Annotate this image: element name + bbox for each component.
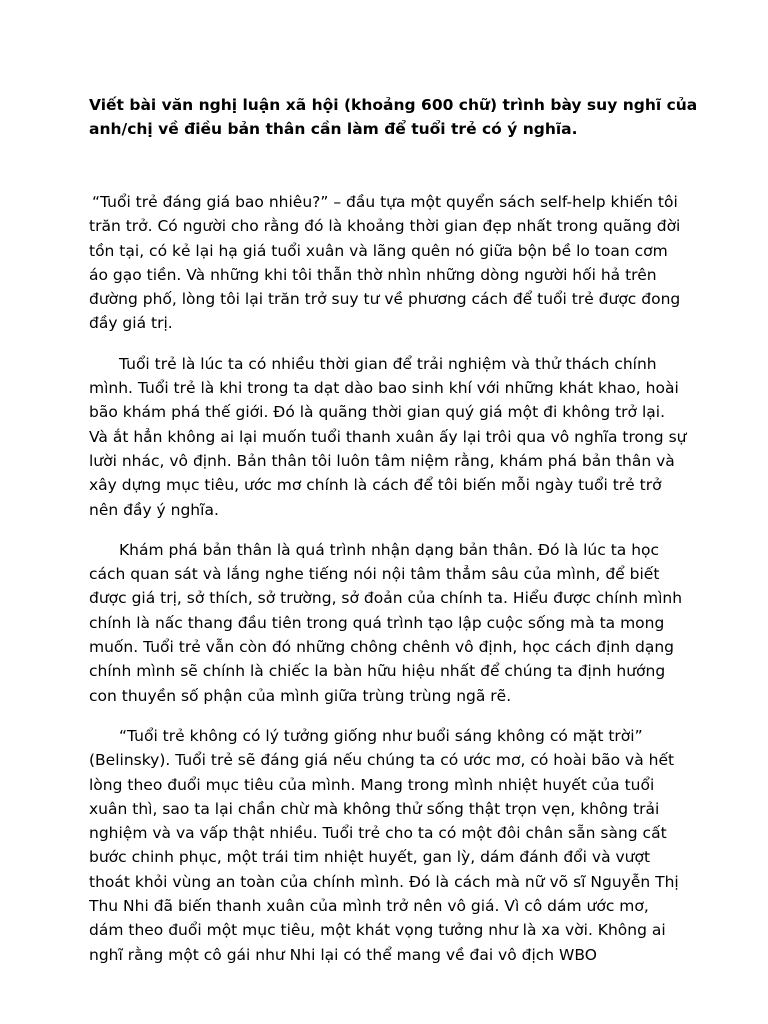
essay-paragraph-4: “Tuổi trẻ không có lý tưởng giống như buổi sáng không có mặt trời” (Belinsky). Tuổi trẻ sẽ đáng giá nếu chúng ta có ước mơ, có hoài bão và hết lòng theo đuổi mục tiêu của mình. Mang trong mình nhiệt huyết của tuổi xuân thì, sao ta lại chần chừ mà không thử sống thật trọn vẹn, không trải nghiệm và va vấp thật nhiều. Tuổi trẻ cho ta có một đôi chân sẵn sàng cất bước chinh phục, một trái tim nhiệt huyết, gan lỳ, dám đánh đổi và vượt thoát khỏi vùng an toàn của chính mình. Đó là cách mà nữ võ sĩ Nguyễn Thị Thu Nhi đã biến thanh xuân của mình trở nên vô giá. Vì cô dám ước mơ, dám theo đuổi một mục tiêu, một khát vọng tưởng như là xa vời. Không ai nghĩ rằng một cô gái như Nhi lại có thể mang về đai vô địch WBO [89,726,679,964]
essay-body [89,190,687,983]
essay-paragraph-1: “Tuổi trẻ đáng giá bao nhiêu?” – đầu tựa một quyển sách self-help khiến tôi trăn trở. Có người cho rằng đó là khoảng thời gian đẹp nhất trong quãng đời tồn tại, có kẻ lại hạ giá tuổi xuân và lãng quên nó giữa bộn bề lo toan cơm áo gạo tiền. Và những khi tôi thẫn thờ nhìn những dòng người hối hả trên đường phố, lòng tôi lại trăn trở suy tư về phương cách để tuổi trẻ được đong đầy giá trị. [89,193,681,333]
essay-paragraph-2: Tuổi trẻ là lúc ta có nhiều thời gian để trải nghiệm và thử thách chính mình. Tuổi trẻ là khi trong ta dạt dào bao sinh khí với những khát khao, hoài bão khám phá thế giới. Đó là quãng thời gian quý giá một đi không trở lại. Và ắt hẳn không ai lại muốn tuổi thanh xuân ấy lại trôi qua vô nghĩa trong sự lười nhác, vô định. Bản thân tôi luôn tâm niệm rằng, khám phá bản thân và xây dựng mục tiêu, ước mơ chính là cách để tôi biến mỗi ngày tuổi trẻ trở nên đầy ý nghĩa. [89,354,687,519]
essay-paragraph-3: Khám phá bản thân là quá trình nhận dạng bản thân. Đó là lúc ta học cách quan sát và lắng nghe tiếng nói nội tâm thẳm sâu của mình, để biết được giá trị, sở thích, sở trường, sở đoản của chính ta. Hiểu được chính mình chính là nấc thang đầu tiên trong quá trình tạo lập cuộc sống mà ta mong muốn. Tuổi trẻ vẫn còn đó những chông chênh vô định, học cách định dạng chính mình sẽ chính là chiếc la bàn hữu hiệu nhất để chúng ta định hướng con thuyền số phận của mình giữa trùng trùng ngã rẽ. [89,540,683,705]
essay-prompt: Viết bài văn nghị luận xã hội (khoảng 600 chữ) trình bày suy nghĩ của anh/chị về điều bản thân cần làm để tuổi trẻ có ý nghĩa. [89,96,698,138]
